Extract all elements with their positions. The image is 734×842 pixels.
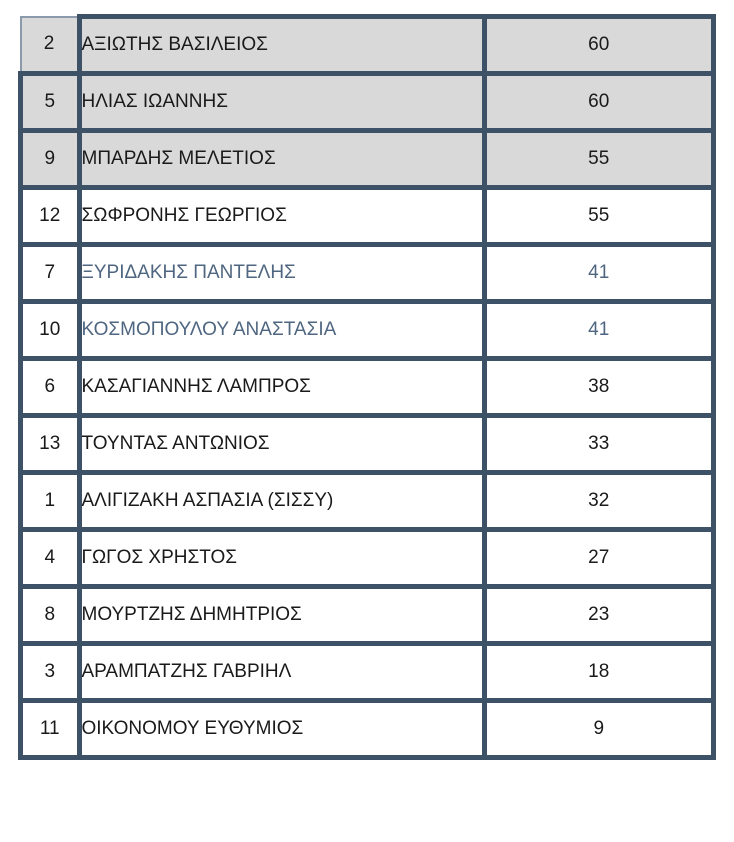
candidate-number: 9 [21, 131, 80, 188]
candidate-name: ΗΛΙΑΣ ΙΩΑΝΝΗΣ [79, 74, 484, 131]
table-row [21, 530, 714, 587]
table-row [21, 245, 714, 302]
candidate-name: ΓΩΓΟΣ ΧΡΗΣΤΟΣ [79, 530, 484, 587]
candidate-votes: 32 [484, 473, 714, 530]
candidate-votes: 18 [484, 644, 714, 701]
results-table [18, 14, 716, 760]
table-row [21, 74, 714, 131]
candidate-number: 5 [21, 74, 80, 131]
candidate-name: ΜΠΑΡΔΗΣ ΜΕΛΕΤΙΟΣ [79, 131, 484, 188]
table-row [21, 188, 714, 245]
candidate-name: ΜΟΥΡΤΖΗΣ ΔΗΜΗΤΡΙΟΣ [79, 587, 484, 644]
table-row [21, 587, 714, 644]
candidate-number: 2 [21, 17, 80, 74]
table-row [21, 644, 714, 701]
candidate-name: ΑΛΙΓΙΖΑΚΗ ΑΣΠΑΣΙΑ (ΣΙΣΣΥ) [79, 473, 484, 530]
candidate-name: ΚΑΣΑΓΙΑΝΝΗΣ ΛΑΜΠΡΟΣ [79, 359, 484, 416]
candidate-number: 10 [21, 302, 80, 359]
candidate-number: 4 [21, 530, 80, 587]
candidate-name: ΤΟΥΝΤΑΣ ΑΝΤΩΝΙΟΣ [79, 416, 484, 473]
candidate-number: 1 [21, 473, 80, 530]
candidate-votes: 55 [484, 188, 714, 245]
candidate-votes: 41 [484, 302, 714, 359]
candidate-votes: 27 [484, 530, 714, 587]
table-row [21, 131, 714, 188]
candidate-votes: 41 [484, 245, 714, 302]
table-row [21, 359, 714, 416]
candidate-name: ΑΡΑΜΠΑΤΖΗΣ ΓΑΒΡΙΗΛ [79, 644, 484, 701]
candidate-number: 13 [21, 416, 80, 473]
candidate-votes: 9 [484, 701, 714, 758]
candidate-name: ΟΙΚΟΝΟΜΟΥ ΕΥΘΥΜΙΟΣ [79, 701, 484, 758]
candidate-name: ΚΟΣΜΟΠΟΥΛΟΥ ΑΝΑΣΤΑΣΙΑ [79, 302, 484, 359]
table-row [21, 17, 714, 74]
candidate-votes: 23 [484, 587, 714, 644]
candidate-votes: 33 [484, 416, 714, 473]
candidate-votes: 60 [484, 74, 714, 131]
candidate-name: ΞΥΡΙΔΑΚΗΣ ΠΑΝΤΕΛΗΣ [79, 245, 484, 302]
candidate-number: 11 [21, 701, 80, 758]
candidate-votes: 55 [484, 131, 714, 188]
table-row [21, 416, 714, 473]
results-table-container [18, 14, 716, 760]
candidate-number: 12 [21, 188, 80, 245]
candidate-name: ΑΞΙΩΤΗΣ ΒΑΣΙΛΕΙΟΣ [79, 17, 484, 74]
table-row [21, 302, 714, 359]
results-table-body [21, 17, 714, 758]
candidate-number: 6 [21, 359, 80, 416]
candidate-name: ΣΩΦΡΟΝΗΣ ΓΕΩΡΓΙΟΣ [79, 188, 484, 245]
table-row [21, 473, 714, 530]
candidate-number: 3 [21, 644, 80, 701]
candidate-votes: 38 [484, 359, 714, 416]
candidate-votes: 60 [484, 17, 714, 74]
candidate-number: 7 [21, 245, 80, 302]
candidate-number: 8 [21, 587, 80, 644]
table-row [21, 701, 714, 758]
